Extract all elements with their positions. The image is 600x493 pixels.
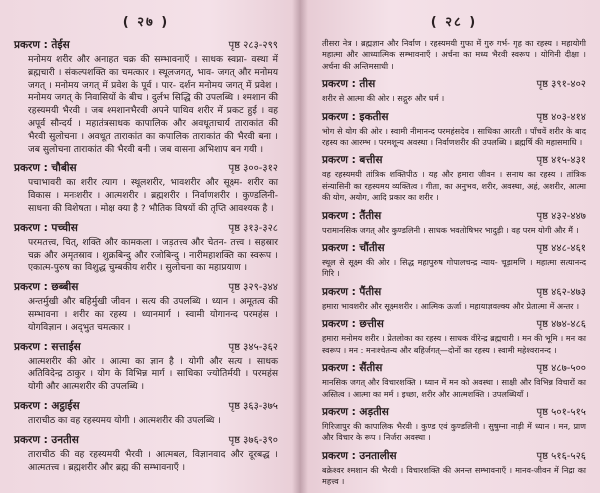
chapter-summary: स्थूल से सूक्ष्म की ओर । सिद्ध महापुरुष गोपालचन्द्र न्याय- चूड़ामणि । महात्मा सत्यानन्द गिरि । xyxy=(322,257,586,279)
chapter-heading: प्रकरण : तैंतीस xyxy=(322,209,382,222)
chapter-summary: अन्तर्मुखी और बहिर्मुखी जीवन । सत्य की उपलब्धि । ध्यान । अमूतत्व की सम्भावना । शरीर का रहस्य । ध्यानमार्ग । स्वामी योगानन्द परमहंस । योगविज्ञान । अद्‌भुत चमत्कार । xyxy=(28,297,278,333)
contents-entry xyxy=(322,317,586,356)
chapter-heading: प्रकरण : उनतालीस xyxy=(322,449,397,462)
chapter-summary: पचाभावरी का शरीर त्याग । स्थूलशरीर, भावशरीर और सूक्ष्म- शरीर का विकास । मनःशरीर । आत्मशरीर । ब्रह्मशरीर । निर्वाणशरीर । कुण्डलिनी-साधना की विशेषता । मोक्ष क्या है ? भौतिक विषयों की तृप्ति आवश्यक है । xyxy=(28,178,278,214)
chapter-heading: प्रकरण : छत्तीस xyxy=(322,318,384,331)
chapter-summary: शरीर से आत्मा की ओर । सद्गुरु और धर्म । xyxy=(322,93,445,104)
chapter-summary: गिरिजापुर की कापालिक भैरवी । कुण्ड एवं कुण्डलिनी । सुषुम्ना नाड़ी में ध्यान । मन, प्राण और विचार के रूप । निर्जरा अवस्था । xyxy=(322,420,586,443)
chapter-heading: प्रकरण : उनतीस xyxy=(14,433,79,446)
chapter-summary: मानसिक जगत् और विचारशक्ति । ध्यान में मन को अवस्था । साक्षी और विभिन्न विचारों का अस्तित्व । आत्मा का मर्म । इच्छा, शरीर और आत्मशक्ति । उपलब्धियाँ । xyxy=(322,377,586,399)
contents-entry xyxy=(14,221,278,275)
chapter-summary: बक्रेश्वर श्मशान की भैरवी । विचारशक्ति की अनन्त सम्भावनाएँ । मानव-जीवन में निद्रा का महत्त्व । xyxy=(322,464,586,487)
contents-entry xyxy=(322,449,586,488)
chapter-heading: प्रकरण : अड़तीस xyxy=(322,405,389,418)
chapter-heading: प्रकरण : इकतीस xyxy=(322,110,389,123)
page-range: पृष्ठ ४६२-४७३ xyxy=(536,286,586,298)
chapter-summary: परामानसिक जगत् और कुण्डलिनी । साधक भवतोषिभर भादुड़ी । वह परम योगी और मैं । xyxy=(322,224,579,235)
page-range: पृष्ठ ३९१-४०२ xyxy=(536,79,586,91)
chapter-heading: प्रकरण : पच्चीस xyxy=(14,221,78,234)
chapter-summary: ताराचीठ की वह रहस्यमयी भैरवी । आत्मबल, विज्ञानवाद और दूरबद्ध । आत्मतत्त्व । ब्रह्मशरीर और ब्रह्म की सम्भावनाएँ । xyxy=(28,449,278,473)
contents-list xyxy=(14,38,278,474)
page-number: ( २७ ) xyxy=(122,15,170,30)
right-page xyxy=(300,0,600,493)
page-range: पृष्ठ ५०१-५१५ xyxy=(536,406,586,418)
page-range: पृष्ठ ४७४-४८६ xyxy=(536,319,586,331)
chapter-heading: प्रकरण : पैंतीस xyxy=(322,285,382,298)
page-range: पृष्ठ ५१६-५२६ xyxy=(536,450,586,462)
contents-entry xyxy=(322,153,586,203)
chapter-heading: प्रकरण : तीस xyxy=(322,78,376,91)
chapter-summary: हमारा भावशरीर और सूक्ष्मशरीर । आत्मिक ऊर्जा । महायाज्ञवल्क्य और प्रेतात्मा में अन्तर । xyxy=(322,300,580,311)
contents-entry xyxy=(14,340,278,394)
contents-entry xyxy=(322,285,586,312)
chapter-summary: आत्मशरीर की ओर । आत्मा का ज्ञान है । योगी और सत्य । साधक अतिविदेन्द्र ठाकुर । योग के विभिन्न मार्ग । साधिका ज्योतिर्मयी । परमहंस योगी और आत्मशरीर की उपलब्धि । xyxy=(28,356,278,393)
contents-entry xyxy=(14,161,278,215)
chapter-heading: प्रकरण : चौंतीस xyxy=(322,242,385,255)
chapter-heading: प्रकरण : सत्ताईस xyxy=(14,340,81,353)
chapter-heading: प्रकरण : तेईस xyxy=(14,39,70,51)
page-range: पृष्ठ ४०३-४१४ xyxy=(536,111,586,123)
contents-list xyxy=(322,38,586,488)
chapter-heading: प्रकरण : अट्ठाईस xyxy=(14,399,80,412)
chapter-summary: वह रहस्यमयी तांत्रिक शक्तिपीठ । यह और हमारा जीवन । सनाथ का रहस्य । तांत्रिक संन्यासिनी का रहस्यमय व्यक्तित्व । गीता, का अनुभव, शरीर, अवस्था, अहं, अशरीर, आत्मा की योग, अयोग, आदि प्रकार का शरीर । xyxy=(322,169,586,203)
chapter-heading: प्रकरण : बत्तीस xyxy=(322,154,383,167)
page-range: पृष्ठ ३७६-३९० xyxy=(228,434,278,446)
contents-entry xyxy=(322,38,586,72)
chapter-heading: प्रकरण : छब्बीस xyxy=(14,281,79,294)
page-range: पृष्ठ २८३-२९९ xyxy=(228,40,278,51)
page-range: पृष्ठ ३१३-३२८ xyxy=(228,222,278,234)
contents-entry xyxy=(322,405,586,444)
page-range: पृष्ठ ३६३-३७५ xyxy=(228,400,278,412)
contents-entry xyxy=(14,399,278,428)
contents-entry xyxy=(322,241,586,280)
page-range: पृष्ठ ४१५-४३१ xyxy=(536,155,586,167)
page-range: पृष्ठ ४८७-५०० xyxy=(536,363,586,375)
page-range: पृष्ठ ३२९-३४४ xyxy=(228,282,278,294)
contents-entry xyxy=(14,38,278,156)
chapter-summary: ताराचीठ का वह रहस्यमय योगी । आत्मशरीर की उपलब्धि । xyxy=(28,415,221,426)
page-range: पृष्ठ ३००-३१२ xyxy=(228,163,278,175)
contents-entry xyxy=(322,361,586,400)
page-number: ( २८ ) xyxy=(430,15,478,30)
contents-entry xyxy=(322,77,586,104)
chapter-summary: तीसरा नेत्र । ब्रह्मज्ञान और निर्वाण । रहस्यमयी गुफा में गुरु गर्भ- गृह का रहस्य । महायोगी महात्मा और आध्यात्मिक सम्भावनाएँ । अर्चना का मध्य भैरवी स्वरूप । योगिनी दीक्षा । अर्चना की अन्तिमसाधी । xyxy=(322,38,586,71)
page-range: पृष्ठ ४३२-४४७ xyxy=(536,210,586,222)
page-range: पृष्ठ ४४८-४६१ xyxy=(536,243,586,255)
contents-entry xyxy=(322,110,586,149)
page-range: पृष्ठ ३४५-३६२ xyxy=(228,341,278,353)
chapter-summary: मनोमय शरीर और अनाहत चक्र की सम्भावनाएँ । साधक स्वप्ना- वस्था में ब्रह्मचारी । संकल्पशक्ति का चमत्कार । स्थूलजगत्, भाव- जगत् और मनोमय जगत् । मनोमय जगत् में प्रवेश के पूर्व । पार- दर्शन मनोमय जगत् में प्रवेश । मनोमय जगत् के निवासियों के बीच । दुर्लभ सिद्धि की उपलब्धि । श्मशान की रहस्यमयी भैरवी । जब श्मशानभैरवी अपने पाथिव शरीर में प्रकट हुई । वह अपूर्व सौन्दर्य । महातंत्रसाधक कापालिक और अवधूताचार्य ताराकांत की भैरवी सुलोचना । अवधूत ताराकांत का कपालिक ताराकांत की भैरवी बना । जब सुलोचना ताराकांत की भैरवी बनी । जब वासना अभिशाप बन गयी । xyxy=(28,55,278,155)
contents-entry xyxy=(322,209,586,236)
contents-entry xyxy=(14,280,278,334)
chapter-summary: भोग से योग की ओर । स्वामी नीमानन्द परमहंसदेव । साधिका आरती । पाँचवें शरीर के बाद रहस्य का आरम्भ । परमशून्य अवस्था । निर्वाणशरीर की उपलब्धि । ब्रह्मर्षि की महासमाधि । xyxy=(322,125,586,148)
chapter-summary: परमतत्त्व, चित्, शक्ति और कामकला । जड़तत्त्व और चेतन- तत्त्व । सहस्रार चक्र और अमृतस्राव । शुक्रबिन्दु और रजोबिन्दु । नारीमहाशक्ति का स्वरूप । एकात्म-पुरुष का विशुद्ध चुम्बकीय शरीर । सुलोचना का महाप्रयाण । xyxy=(28,237,278,274)
chapter-summary: हमारा मनोमय शरीर । प्रेतलोका का रहस्य । साधक वीरेन्द्र ब्रह्मचारी । मन की भूमि । मन का स्वरूप । मन : मनःश्चेतन्य और बहिर्जगत्—दोनों का रहस्य । स्वामी महेश्वरानन्द । xyxy=(322,333,586,355)
chapter-heading: प्रकरण : चौबीस xyxy=(14,162,77,175)
chapter-heading: प्रकरण : सैंतीस xyxy=(322,362,383,375)
contents-entry xyxy=(14,433,278,475)
